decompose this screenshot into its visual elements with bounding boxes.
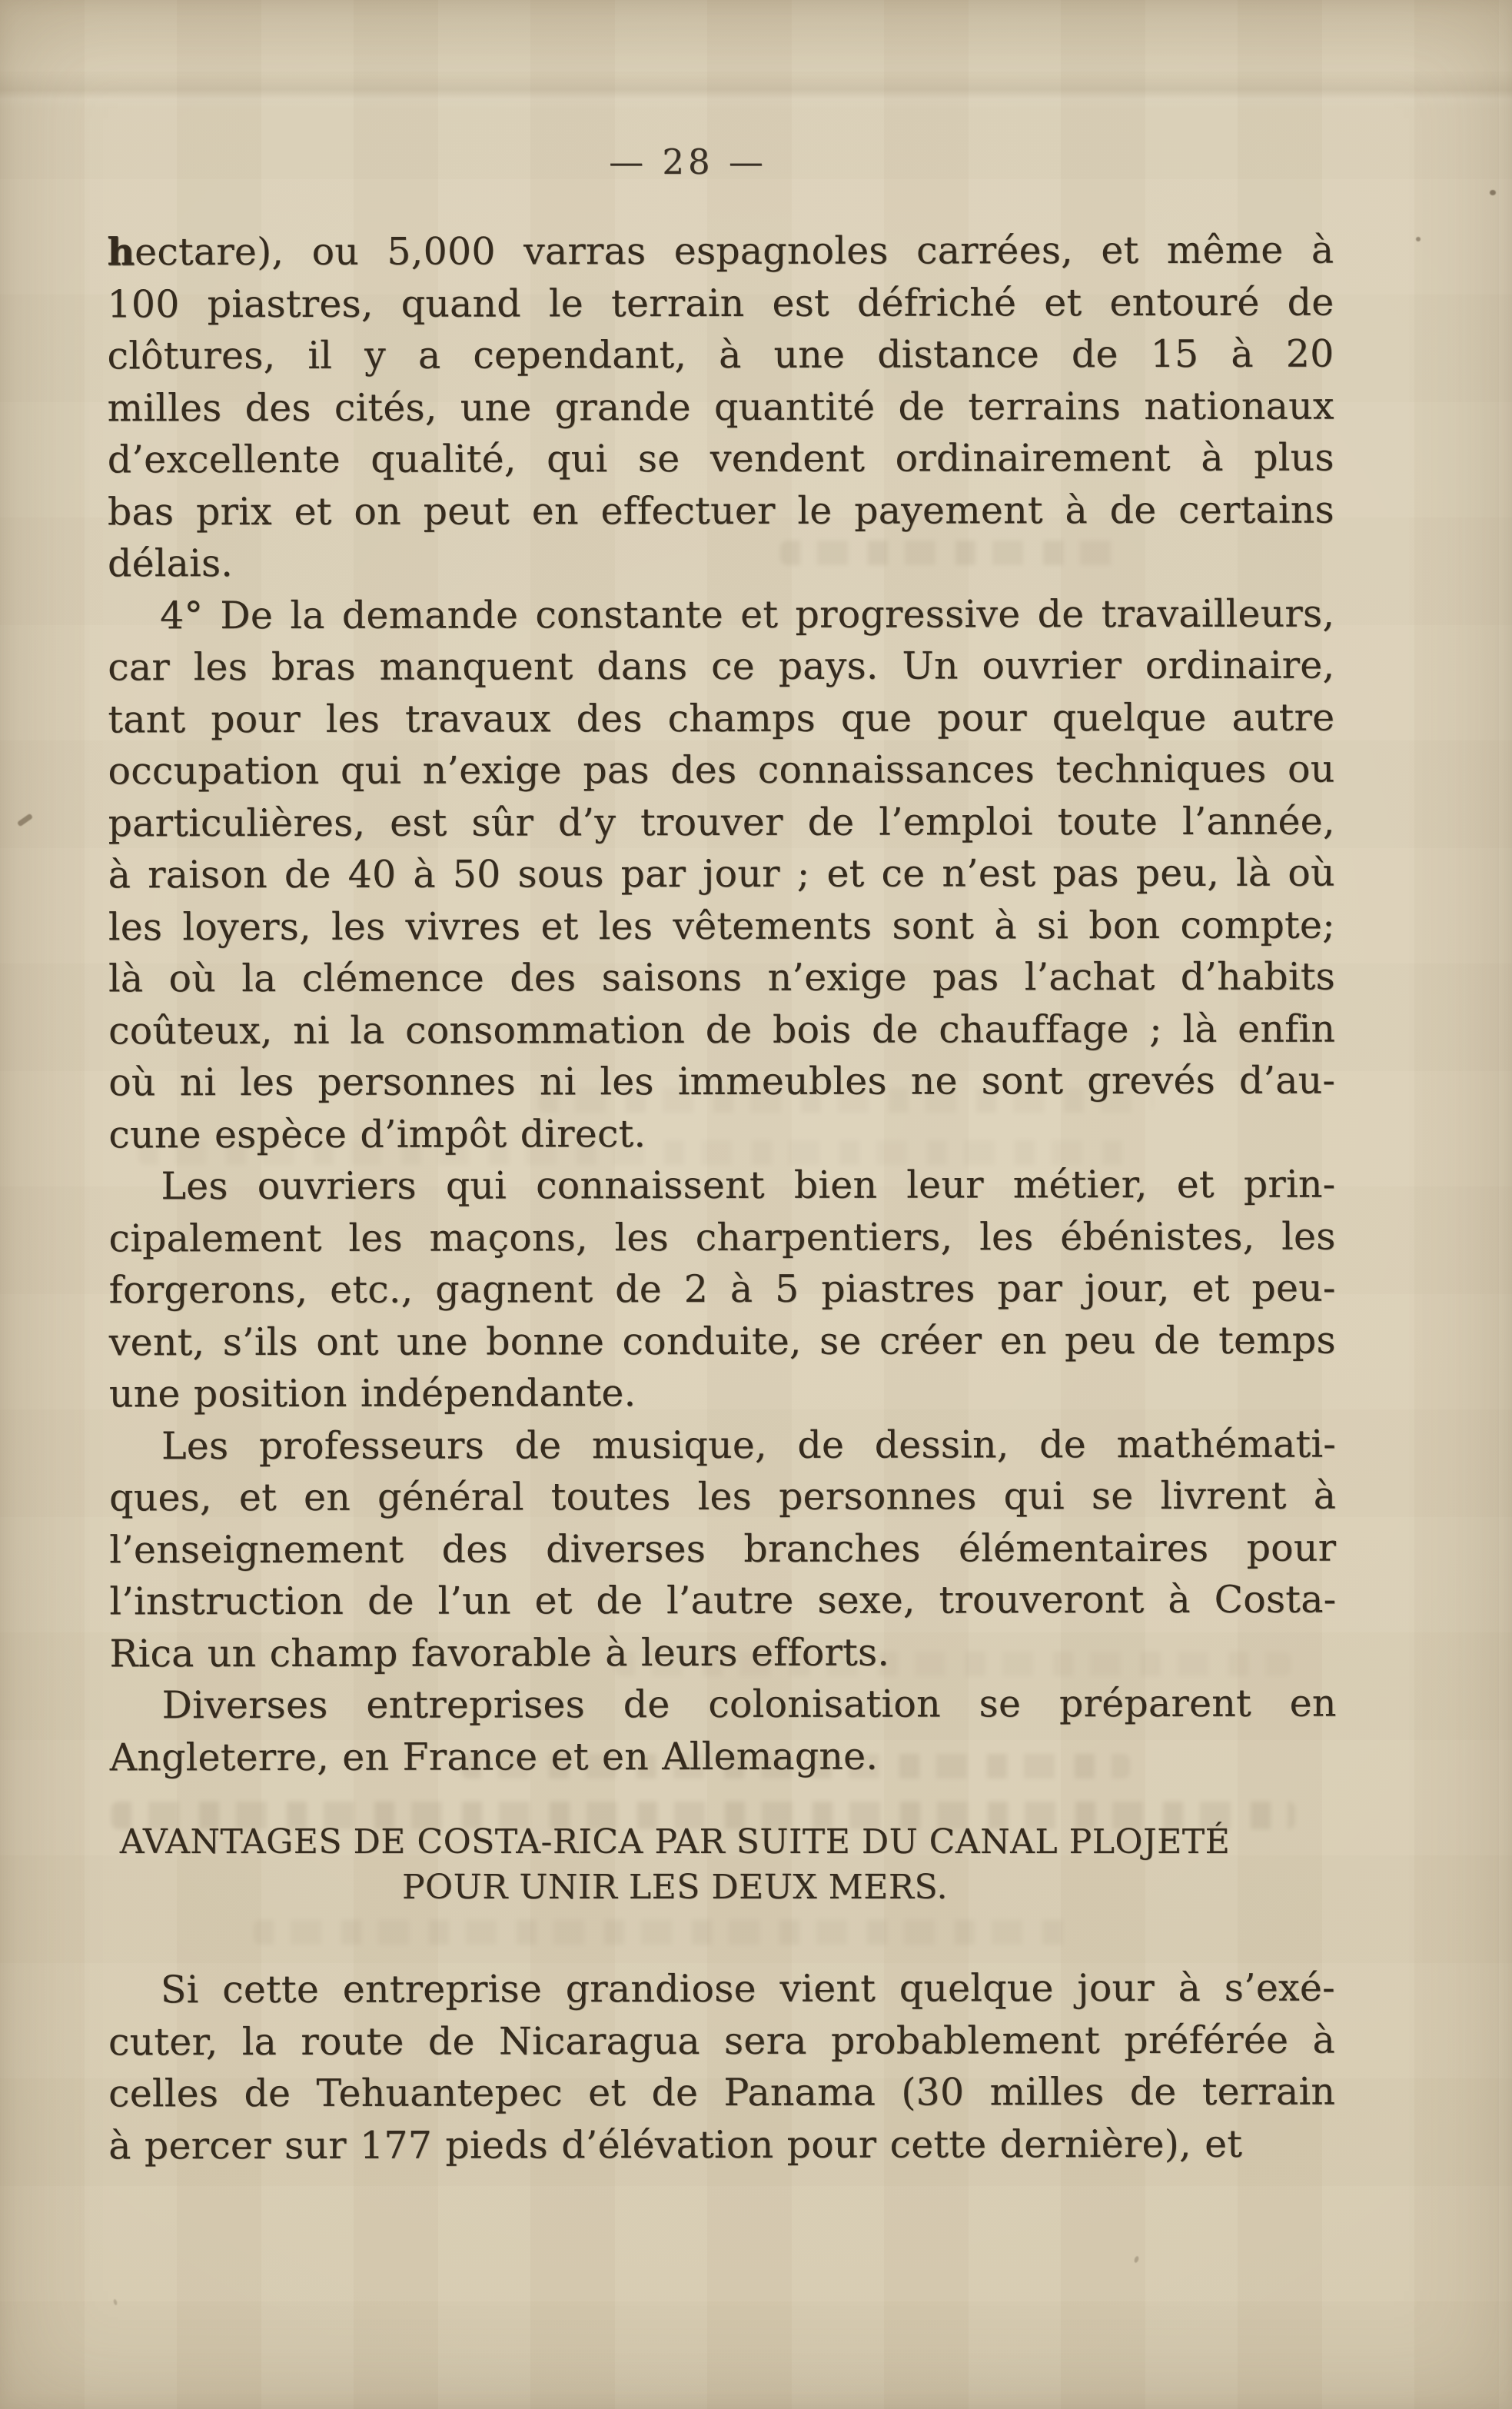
text-line: forgerons, etc., gagnent de 2 à 5 piastres par jour, et peu- xyxy=(108,1266,1336,1313)
text-line: une position indépendante. xyxy=(108,1371,636,1416)
closing-text xyxy=(108,1962,1335,2172)
text-line: celles de Tehuantepec et de Panama (30 milles de terrain xyxy=(108,2069,1336,2116)
section-heading-line-1: AVANTAGES DE COSTA-RICA PAR SUITE DU CANAL PLOJETÉ xyxy=(119,1822,1231,1862)
text-line: Les professeurs de musique, de dessin, de mathémati- xyxy=(161,1422,1337,1468)
text-line: cuter, la route de Nicaragua sera probablement préférée à xyxy=(108,2018,1335,2064)
paper-speck xyxy=(1416,237,1421,241)
text-line: où ni les personnes ni les immeubles ne sont grevés d’au- xyxy=(108,1058,1336,1105)
text-line: ques, et en général toutes les personnes qui se livrent à xyxy=(109,1473,1337,1520)
bleed-through-ghost xyxy=(254,1920,1068,1945)
text-line: cune espèce d’impôt direct. xyxy=(108,1111,646,1156)
text-line: Si cette entreprise grandiose vient quelque jour à s’exé- xyxy=(160,1965,1335,2012)
text-line: vent, s’ils ont une bonne conduite, se créer en peu de temps xyxy=(108,1318,1336,1364)
text-line: à percer sur 177 pieds d’élévation pour cette dernière), et xyxy=(108,2121,1243,2168)
text-line: occupation qui n’exige pas des connaissances techniques ou xyxy=(108,747,1335,794)
scan-crease xyxy=(0,74,1512,109)
text-line: délais. xyxy=(107,541,234,586)
text-line: d’excellente qualité, qui se vendent ordinairement à plus xyxy=(107,435,1334,482)
text-line: tant pour les travaux des champs que pour quelque autre xyxy=(108,695,1335,741)
text-line: particulières, est sûr d’y trouver de l’emploi toute l’année, xyxy=(108,799,1335,845)
section-heading xyxy=(61,1819,1288,1910)
margin-ink-mark xyxy=(17,814,33,827)
paper-speck xyxy=(1134,2255,1140,2263)
paper-speck xyxy=(113,2299,118,2306)
text-line: Rica un champ favorable à leurs efforts. xyxy=(109,1630,890,1675)
text-line: Angleterre, en France et en Allemagne. xyxy=(109,1734,879,1779)
text-line: bas prix et on peut en effectuer le payement à de certains xyxy=(107,487,1334,534)
text-line: Diverses entreprises de colonisation se préparent en xyxy=(161,1681,1337,1728)
text-line: l’instruction de l’un et de l’autre sexe, trouveront à Costa- xyxy=(109,1577,1337,1624)
page-number: — 28 — xyxy=(609,141,767,182)
text-line: clôtures, il y a cependant, à une distance de 15 à 20 xyxy=(107,331,1334,378)
text-line: à raison de 40 à 50 sous par jour ; et ce n’est pas peu, là où xyxy=(108,850,1335,897)
text-line: les loyers, les vivres et les vêtements sont à si bon compte; xyxy=(108,903,1335,949)
paper-speck xyxy=(1490,190,1496,195)
section-heading-line-2: POUR UNIR LES DEUX MERS. xyxy=(401,1868,949,1907)
text-line: là où la clémence des saisons n’exige pas l’achat d’habits xyxy=(108,954,1335,1001)
text-line: 100 piastres, quand le terrain est défriché et entouré de xyxy=(107,280,1334,326)
text-line: hectare), ou 5,000 varras espagnoles carrées, et même à xyxy=(107,228,1334,275)
text-line: car les bras manquent dans ce pays. Un ouvrier ordinaire, xyxy=(108,643,1335,690)
text-line: coûteux, ni la consommation de bois de chauffage ; là enfin xyxy=(108,1007,1336,1053)
text-line: Les ouvriers qui connaissent bien leur métier, et prin- xyxy=(161,1162,1336,1209)
text-line: 4° De la demande constante et progressive de travailleurs, xyxy=(160,591,1335,637)
text-line: milles des cités, une grande quantité de terrains nationaux xyxy=(107,384,1334,430)
body-text xyxy=(107,225,1337,1784)
text-line: cipalement les maçons, les charpentiers, les ébénistes, les xyxy=(108,1214,1336,1260)
text-line: l’enseignement des diverses branches élémentaires pour xyxy=(109,1526,1337,1572)
